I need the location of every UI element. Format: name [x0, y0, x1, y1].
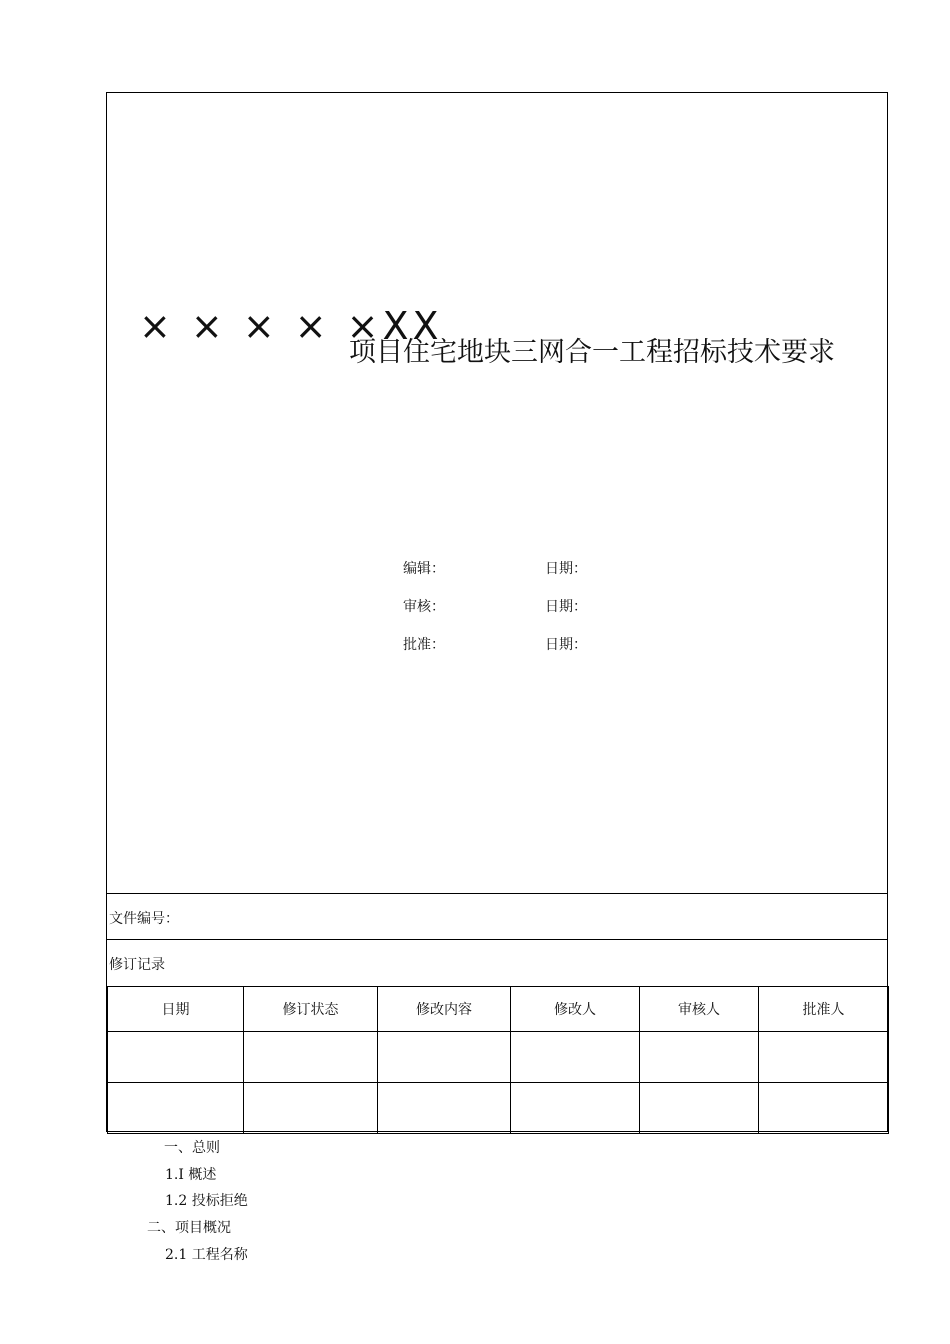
header-modifier: 修改人 [511, 987, 640, 1032]
table-cell [244, 1032, 378, 1083]
table-row [108, 1083, 889, 1134]
signoff-date-edit: 日期： [545, 561, 587, 577]
signoff-role-review: 审核： [403, 599, 445, 615]
table-cell [640, 1083, 759, 1134]
table-cell [640, 1032, 759, 1083]
header-reviewer: 审核人 [640, 987, 759, 1032]
divider [107, 893, 887, 894]
document-title: 项目住宅地块三网合一工程招标技术要求 [349, 337, 835, 368]
revision-header-row [108, 987, 889, 1032]
table-cell [244, 1083, 378, 1134]
table-row [108, 1032, 889, 1083]
table-cell [108, 1083, 244, 1134]
revision-label: 修订记录 [109, 957, 165, 973]
header-change-content: 修改内容 [378, 987, 511, 1032]
doc-number-label: 文件编号： [109, 911, 179, 927]
revision-table [107, 986, 889, 1134]
toc-item: 1.I 概述 [165, 1167, 217, 1183]
header-approver: 批准人 [759, 987, 889, 1032]
table-cell [759, 1032, 889, 1083]
divider [107, 939, 887, 940]
signoff-role-edit: 编辑： [403, 561, 445, 577]
table-cell [108, 1032, 244, 1083]
toc-item: 一、总则 [164, 1140, 220, 1156]
cover-section [107, 93, 887, 893]
table-cell [511, 1032, 640, 1083]
title-prefix: × × × × ×XX [139, 304, 443, 348]
table-cell [759, 1083, 889, 1134]
table-cell [378, 1083, 511, 1134]
table-cell [378, 1032, 511, 1083]
header-revision-status: 修订状态 [244, 987, 378, 1032]
table-cell [511, 1083, 640, 1134]
signoff-date-approve: 日期： [545, 637, 587, 653]
toc-item: 1.2 投标拒绝 [165, 1193, 248, 1209]
toc-item: 二、项目概况 [147, 1220, 231, 1236]
toc-item: 2.1 工程名称 [165, 1247, 248, 1263]
header-date: 日期 [108, 987, 244, 1032]
document-frame [106, 92, 888, 1132]
signoff-date-review: 日期： [545, 599, 587, 615]
signoff-role-approve: 批准： [403, 637, 445, 653]
